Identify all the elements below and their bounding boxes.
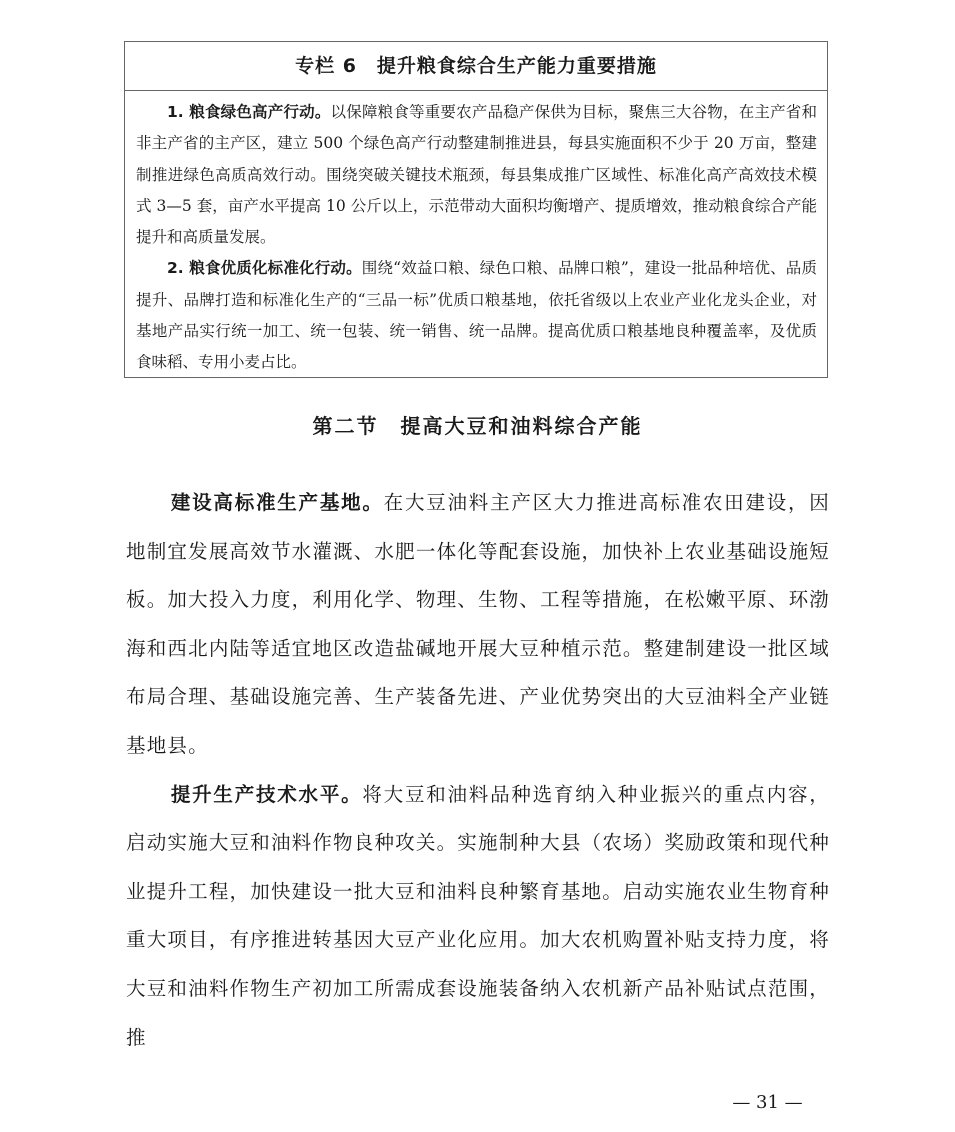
paragraph-1-text: 在大豆油料主产区大力推进高标准农田建设，因地制宜发展高效节水灌溉、水肥一体化等配套设施，加快补上农业基础设施短板。加大投入力度，利用化学、物理、生物、工程等措施，在松嫩平原、环渤海和西北内陆等适宜地区改造盐碱地开展大豆种植示范。整建制建设一批区域布局合理、基础设施完善、生产装备先进、产业优势突出的大豆油料全产业链基地县。 [126,491,830,757]
paragraph-2-text: 将大豆和油料品种选育纳入种业振兴的重点内容，启动实施大豆和油料作物良种攻关。实施制种大县（农场）奖励政策和现代种业提升工程，加快建设一批大豆和油料良种繁育基地。启动实施农业生物育种重大项目，有序推进转基因大豆产业化应用。加大农机购置补贴支持力度，将大豆和油料作物生产初加工所需成套设施装备纳入农机新产品补贴试点范围，推 [126,782,830,1049]
measure-item-2-heading: 2. 粮食优质化标准化行动。 [167,259,362,278]
measure-item-2 [136,253,817,378]
special-column-body [125,91,827,379]
measure-item-1-heading: 1. 粮食绿色高产行动。 [167,103,331,121]
paragraph-2-heading: 提升生产技术水平。 [170,782,363,806]
measure-item-1-text: 以保障粮食等重要农产品稳产保供为目标，聚焦三大谷物，在主产省和非主产省的主产区，建立 500 个绿色高产行动整建制推进县，每县实施面积不少于 20 万亩，整建制推进绿色高质高效行动。围绕突破关键技术瓶颈，每县集成推广区域性、标准化高产高效技术模式 3—5 套，亩产水平提高 10 公斤以上，示范带动大面积均衡增产、提质增效，推动粮食综合产能提升和高质量发展。 [136,103,817,247]
measure-item-1 [136,97,817,253]
paragraph-1 [126,479,830,771]
special-column-box [124,41,828,378]
section-title: 第二节 提高大豆和油料综合产能 [312,414,643,438]
paragraph-2 [126,771,830,1063]
measure-item-2-text: 围绕“效益口粮、绿色口粮、品牌口粮”，建设一批品种培优、品质提升、品牌打造和标准化生产的“三品一标”优质口粮基地，依托省级以上农业产业化龙头企业，对基地产品实行统一加工、统一包装、统一销售、统一品牌。提高优质口粮基地良种覆盖率，及优质食味稻、专用小麦占比。 [136,259,817,372]
special-column-title: 专栏 6 提升粮食综合生产能力重要措施 [125,42,827,91]
page-number: — 31 — [732,1092,803,1113]
paragraph-1-heading: 建设高标准生产基地。 [170,491,384,514]
main-text [126,479,830,1062]
